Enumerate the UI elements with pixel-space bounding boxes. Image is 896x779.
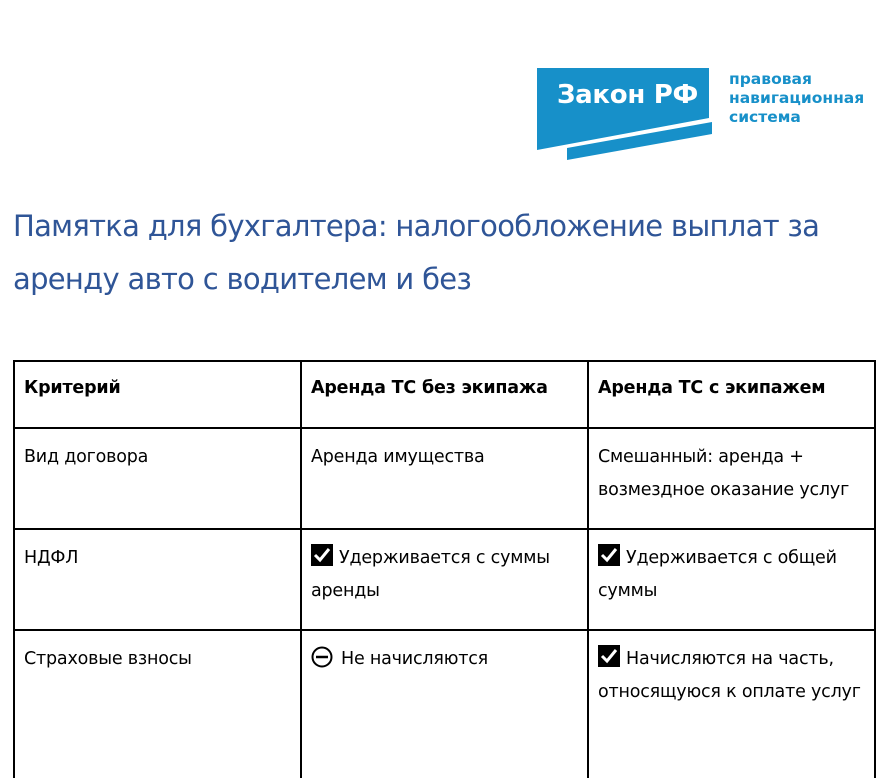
- check-icon: [598, 544, 620, 566]
- with-crew-cell: [588, 630, 875, 778]
- logo-tagline-line: правовая: [729, 70, 812, 88]
- page-title: Памятка для бухгалтера: налогообложение выплат за аренду авто с водителем и без: [13, 209, 820, 296]
- cell-text: Не начисляются: [341, 649, 488, 669]
- cell-text: Смешанный: аренда + возмездное оказание услуг: [598, 447, 850, 500]
- logo-name: Закон РФ: [557, 80, 698, 110]
- column-header-criterion: Критерий: [14, 361, 301, 428]
- criterion-cell: Страховые взносы: [14, 630, 301, 778]
- logo-tagline: [729, 70, 864, 127]
- without-crew-cell: [301, 428, 588, 529]
- table-header-row: [14, 361, 875, 428]
- minus-circle-icon: [311, 646, 333, 668]
- logo-tagline-line: система: [729, 108, 801, 126]
- check-icon: [598, 645, 620, 667]
- cell-text: Начисляются на часть, относящуюся к оплате услуг: [598, 649, 861, 702]
- table-row: [14, 630, 875, 778]
- without-crew-cell: [301, 630, 588, 778]
- column-header-with-crew: Аренда ТС с экипажем: [588, 361, 875, 428]
- criterion-cell: Вид договора: [14, 428, 301, 529]
- without-crew-cell: [301, 529, 588, 630]
- logo-tagline-line: навигационная: [729, 89, 865, 107]
- with-crew-cell: [588, 428, 875, 529]
- cell-text: Удерживается с суммы аренды: [311, 548, 550, 601]
- table-row: [14, 428, 875, 529]
- logo: [537, 66, 896, 161]
- column-header-without-crew: Аренда ТС без экипажа: [301, 361, 588, 428]
- comparison-table: [13, 360, 876, 778]
- with-crew-cell: [588, 529, 875, 630]
- criterion-cell: НДФЛ: [14, 529, 301, 630]
- table-row: [14, 529, 875, 630]
- cell-text: Удерживается с общей суммы: [598, 548, 837, 601]
- logo-badge: [537, 66, 712, 161]
- check-icon: [311, 544, 333, 566]
- cell-text: Аренда имущества: [311, 447, 485, 467]
